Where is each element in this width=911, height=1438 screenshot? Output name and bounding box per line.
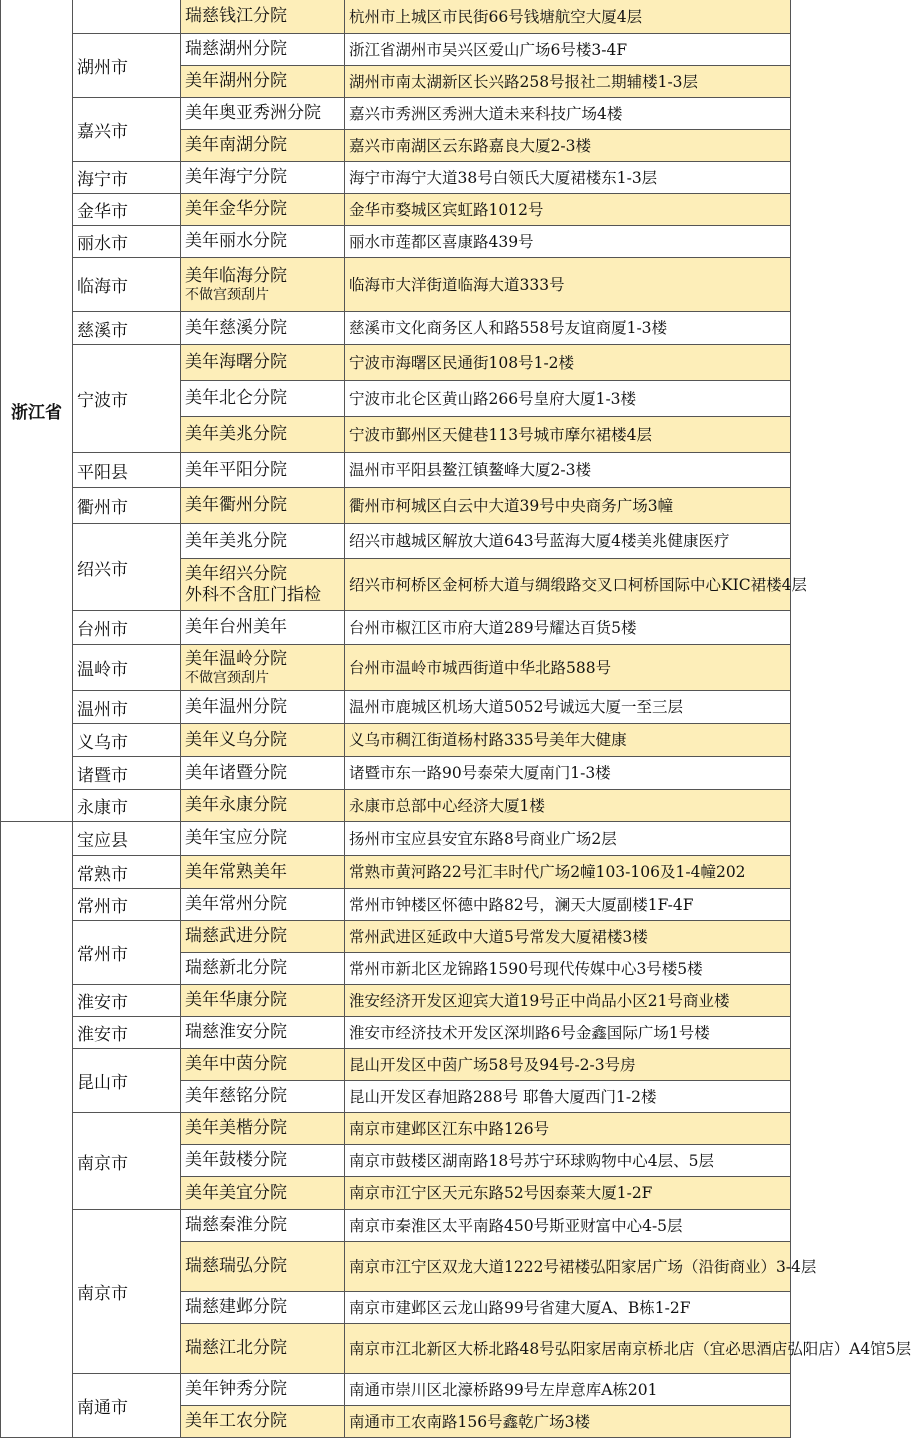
branch-cell: 美年华康分院	[181, 985, 345, 1017]
city-cell: 南通市	[73, 1374, 181, 1438]
address-cell: 海宁市海宁大道38号白领氏大厦裙楼东1-3层	[345, 162, 791, 194]
branch-cell: 美年金华分院	[181, 194, 345, 226]
branch-cell: 美年中茵分院	[181, 1049, 345, 1081]
city-cell: 常州市	[73, 889, 181, 921]
address-cell: 临海市大洋街道临海大道333号	[345, 258, 791, 312]
branch-cell: 美年鼓楼分院	[181, 1145, 345, 1177]
branch-cell: 美年美宜分院	[181, 1177, 345, 1210]
city-cell: 常州市	[73, 921, 181, 985]
address-cell: 绍兴市柯桥区金柯桥大道与绸缎路交叉口柯桥国际中心KIC裙楼4层	[345, 559, 791, 611]
address-cell: 南京市建邺区云龙山路99号省建大厦A、B栋1-2F	[345, 1292, 791, 1324]
branch-cell: 美年钟秀分院	[181, 1374, 345, 1406]
city-cell: 昆山市	[73, 1049, 181, 1113]
address-cell: 永康市总部中心经济大厦1楼	[345, 790, 791, 822]
address-cell: 台州市椒江区市府大道289号耀达百货5楼	[345, 611, 791, 645]
branch-cell: 美年美楷分院	[181, 1113, 345, 1145]
branch-cell: 美年常熟美年	[181, 856, 345, 889]
address-cell: 淮安市经济技术开发区深圳路6号金鑫国际广场1号楼	[345, 1017, 791, 1049]
table-row	[1, 790, 791, 822]
address-cell: 宁波市海曙区民通街108号1-2楼	[345, 345, 791, 381]
address-cell: 温州市鹿城区机场大道5052号诚远大厦一至三层	[345, 691, 791, 724]
branch-cell: 瑞慈淮安分院	[181, 1017, 345, 1049]
city-cell: 温州市	[73, 691, 181, 724]
table-row	[1, 1210, 791, 1242]
city-cell: 义乌市	[73, 724, 181, 757]
address-cell: 常州市新北区龙锦路1590号现代传媒中心3号楼5楼	[345, 953, 791, 985]
table-row	[1, 1017, 791, 1049]
branch-note: 不做宫颈刮片	[185, 670, 269, 686]
province-cell	[1, 822, 73, 1438]
table-row	[1, 345, 791, 381]
address-cell: 金华市婺城区宾虹路1012号	[345, 194, 791, 226]
branch-cell	[181, 559, 345, 611]
branch-cell: 美年台州美年	[181, 611, 345, 645]
table-row	[1, 724, 791, 757]
city-cell	[73, 0, 181, 34]
address-cell: 常熟市黄河路22号汇丰时代广场2幢103-106及1-4幢202	[345, 856, 791, 889]
address-cell: 淮安经济开发区迎宾大道19号正中尚品小区21号商业楼	[345, 985, 791, 1017]
branch-cell: 美年海宁分院	[181, 162, 345, 194]
table-row	[1, 822, 791, 856]
branch-cell: 瑞慈武进分院	[181, 921, 345, 953]
branch-cell: 美年慈铭分院	[181, 1081, 345, 1113]
branch-name: 美年绍兴分院	[185, 563, 287, 584]
table-row	[1, 856, 791, 889]
table-row	[1, 258, 791, 312]
city-cell: 台州市	[73, 611, 181, 645]
address-cell: 温州市平阳县鳌江镇鳌峰大厦2-3楼	[345, 453, 791, 488]
address-cell: 宁波市鄞州区天健巷113号城市摩尔裙楼4层	[345, 417, 791, 453]
address-cell: 南京市鼓楼区湖南路18号苏宁环球购物中心4层、5层	[345, 1145, 791, 1177]
address-cell: 南通市工农南路156号鑫乾广场3楼	[345, 1406, 791, 1438]
city-cell: 嘉兴市	[73, 98, 181, 162]
address-cell: 常州武进区延政中大道5号常发大厦裙楼3楼	[345, 921, 791, 953]
branch-cell	[181, 645, 345, 691]
branch-cell: 美年北仑分院	[181, 381, 345, 417]
branch-cell: 瑞慈瑞弘分院	[181, 1242, 345, 1292]
table-row	[1, 1374, 791, 1406]
city-cell: 衢州市	[73, 488, 181, 524]
city-cell: 温岭市	[73, 645, 181, 691]
table-row	[1, 985, 791, 1017]
city-cell: 诸暨市	[73, 757, 181, 790]
branch-note: 外科不含肛门指检	[185, 584, 321, 605]
branch-cell: 瑞慈钱江分院	[181, 0, 345, 34]
address-cell: 常州市钟楼区怀德中路82号，澜天大厦副楼1F-4F	[345, 889, 791, 921]
address-cell: 昆山开发区中茵广场58号及94号-2-3号房	[345, 1049, 791, 1081]
city-cell: 金华市	[73, 194, 181, 226]
table-row	[1, 34, 791, 66]
city-cell: 湖州市	[73, 34, 181, 98]
branch-note: 不做宫颈刮片	[185, 287, 269, 303]
address-cell: 扬州市宝应县安宜东路8号商业广场2层	[345, 822, 791, 856]
branch-cell: 瑞慈江北分院	[181, 1324, 345, 1374]
address-cell: 南京市江宁区天元东路52号因泰莱大厦1-2F	[345, 1177, 791, 1210]
address-cell: 昆山开发区春旭路288号 耶鲁大厦西门1-2楼	[345, 1081, 791, 1113]
address-cell: 南通市崇川区北濠桥路99号左岸意库A栋201	[345, 1374, 791, 1406]
city-cell: 淮安市	[73, 985, 181, 1017]
table-row	[1, 0, 791, 34]
table-row	[1, 162, 791, 194]
address-cell: 慈溪市文化商务区人和路558号友谊商厦1-3楼	[345, 312, 791, 345]
branch-cell: 美年常州分院	[181, 889, 345, 921]
table-row	[1, 194, 791, 226]
city-cell: 永康市	[73, 790, 181, 822]
address-cell: 南京市江宁区双龙大道1222号裙楼弘阳家居广场（沿街商业）3-4层	[345, 1242, 791, 1292]
address-cell: 湖州市南太湖新区长兴路258号报社二期辅楼1-3层	[345, 66, 791, 98]
table-row	[1, 312, 791, 345]
branch-cell	[181, 258, 345, 312]
address-cell: 南京市江北新区大桥北路48号弘阳家居南京桥北店（宜必思酒店弘阳店）A4馆5层	[345, 1324, 791, 1374]
branch-cell: 美年慈溪分院	[181, 312, 345, 345]
table-row	[1, 453, 791, 488]
branch-cell: 美年义乌分院	[181, 724, 345, 757]
address-cell: 南京市建邺区江东中路126号	[345, 1113, 791, 1145]
branch-cell: 美年宝应分院	[181, 822, 345, 856]
branch-cell: 美年永康分院	[181, 790, 345, 822]
branch-cell: 美年衢州分院	[181, 488, 345, 524]
branch-cell: 美年诸暨分院	[181, 757, 345, 790]
address-cell: 南京市秦淮区太平南路450号斯亚财富中心4-5层	[345, 1210, 791, 1242]
table-row	[1, 757, 791, 790]
branch-cell: 美年海曙分院	[181, 345, 345, 381]
branch-cell: 瑞慈建邺分院	[181, 1292, 345, 1324]
address-cell: 浙江省湖州市吴兴区爱山广场6号楼3-4F	[345, 34, 791, 66]
branch-cell: 瑞慈湖州分院	[181, 34, 345, 66]
branch-cell: 美年平阳分院	[181, 453, 345, 488]
branch-cell: 美年美兆分院	[181, 417, 345, 453]
table-row	[1, 691, 791, 724]
address-cell: 台州市温岭市城西街道中华北路588号	[345, 645, 791, 691]
table-row	[1, 921, 791, 953]
branch-cell: 美年丽水分院	[181, 226, 345, 258]
branch-name: 美年临海分院	[185, 266, 287, 286]
city-cell: 绍兴市	[73, 524, 181, 611]
table-row	[1, 645, 791, 691]
table-row	[1, 488, 791, 524]
city-cell: 平阳县	[73, 453, 181, 488]
branch-cell: 美年温州分院	[181, 691, 345, 724]
table-row	[1, 98, 791, 130]
address-cell: 丽水市莲都区喜康路439号	[345, 226, 791, 258]
branch-cell: 美年美兆分院	[181, 524, 345, 559]
city-cell: 海宁市	[73, 162, 181, 194]
address-cell: 嘉兴市南湖区云东路嘉良大厦2-3楼	[345, 130, 791, 162]
city-cell: 常熟市	[73, 856, 181, 889]
branch-cell: 美年工农分院	[181, 1406, 345, 1438]
branch-cell: 瑞慈新北分院	[181, 953, 345, 985]
city-cell: 丽水市	[73, 226, 181, 258]
city-cell: 南京市	[73, 1113, 181, 1210]
branch-cell: 美年南湖分院	[181, 130, 345, 162]
table-row	[1, 889, 791, 921]
city-cell: 宁波市	[73, 345, 181, 453]
branch-cell: 美年湖州分院	[181, 66, 345, 98]
branch-name: 美年温岭分院	[185, 649, 287, 669]
address-cell: 衢州市柯城区白云中大道39号中央商务广场3幢	[345, 488, 791, 524]
address-cell: 绍兴市越城区解放大道643号蓝海大厦4楼美兆健康医疗	[345, 524, 791, 559]
table-row	[1, 1049, 791, 1081]
branch-cell: 美年奥亚秀洲分院	[181, 98, 345, 130]
city-cell: 南京市	[73, 1210, 181, 1374]
address-cell: 宁波市北仑区黄山路266号皇府大厦1-3楼	[345, 381, 791, 417]
province-cell: 浙江省	[1, 0, 73, 822]
address-cell: 义乌市稠江街道杨村路335号美年大健康	[345, 724, 791, 757]
branch-cell: 瑞慈秦淮分院	[181, 1210, 345, 1242]
address-cell: 嘉兴市秀洲区秀洲大道未来科技广场4楼	[345, 98, 791, 130]
table-row	[1, 226, 791, 258]
city-cell: 淮安市	[73, 1017, 181, 1049]
address-cell: 杭州市上城区市民街66号钱塘航空大厦4层	[345, 0, 791, 34]
address-cell: 诸暨市东一路90号泰荣大厦南门1-3楼	[345, 757, 791, 790]
table-row	[1, 611, 791, 645]
table-row	[1, 1113, 791, 1145]
city-cell: 临海市	[73, 258, 181, 312]
city-cell: 慈溪市	[73, 312, 181, 345]
table-row	[1, 524, 791, 559]
city-cell: 宝应县	[73, 822, 181, 856]
